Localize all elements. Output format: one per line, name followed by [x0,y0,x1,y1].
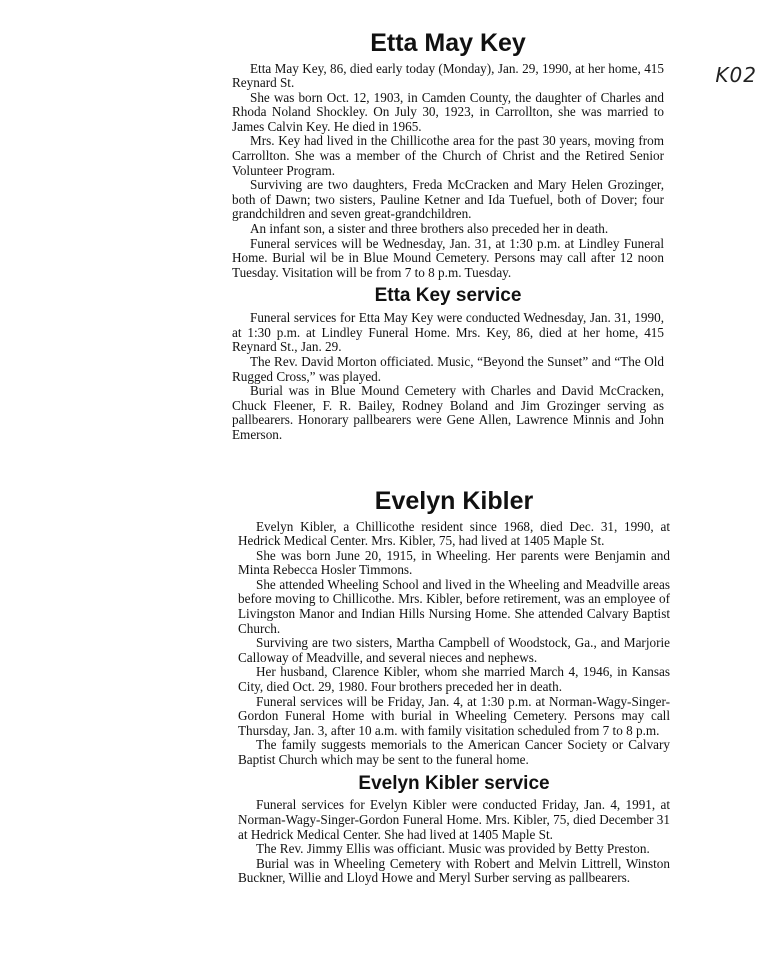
obituary-paragraph: The family suggests memorials to the American Cancer Society or Calvary Baptist Church which may be sent to the funeral home. [238,737,670,767]
obituary-clipping-key [232,30,664,443]
obituary-paragraph: Surviving are two daughters, Freda McCracken and Mary Helen Grozinger, both of Dawn; two sisters, Pauline Ketner and Ida Tuefuel, both of Dover; four grandchildren and seven great-grandchildren. [232,177,664,222]
service-paragraph: Funeral services for Evelyn Kibler were conducted Friday, Jan. 4, 1991, at Norman-Wagy-Singer-Gordon Funeral Home. Mrs. Kibler, 75, died December 31 at Hedrick Medical Center. She had lived at 1405 Maple St. [238,797,670,842]
obituary-paragraph: Mrs. Key had lived in the Chillicothe area for the past 30 years, moving from Carrollton. She was a member of the Church of Christ and the Retired Senior Volunteer Program. [232,133,664,178]
obituary-paragraph: She was born June 20, 1915, in Wheeling. Her parents were Benjamin and Minta Rebecca Hosler Timmons. [238,547,670,578]
service-headline: Evelyn Kibler service [358,772,550,794]
obituary-clipping-kibler [238,488,670,886]
obituary-paragraph: Funeral services will be Friday, Jan. 4, at 1:30 p.m. at Norman-Wagy-Singer-Gordon Funeral Home with burial in Wheeling Cemetery. Persons may call Thursday, Jan. 3, after 10 a.m. with family visitation scheduled from 7 to 8 p.m. [238,693,670,738]
obituary-paragraph: Funeral services will be Wednesday, Jan. 31, at 1:30 p.m. at Lindley Funeral Home. Burial wil be in Blue Mound Cemetery. Persons may call after 12 noon Tuesday. Visitation will be from 7 to 8 p.m. Tuesday. [232,235,664,280]
obituary-paragraph: Evelyn Kibler, a Chillicothe resident since 1968, died Dec. 31, 1990, at Hedrick Medical Center. Mrs. Kibler, 75, had lived at 1405 Maple St. [238,518,670,549]
service-paragraph: The Rev. Jimmy Ellis was officiant. Music was provided by Betty Preston. [256,841,650,857]
obituary-paragraph: An infant son, a sister and three brothers also preceded her in death. [250,221,609,237]
obituary-headline: Etta May Key [370,29,526,57]
service-paragraph: The Rev. David Morton officiated. Music, “Beyond the Sunset” and “The Old Rugged Cross,” was played. [232,354,664,384]
margin-note: K02 [715,63,757,87]
obituary-paragraph: Surviving are two sisters, Martha Campbell of Woodstock, Ga., and Marjorie Calloway of Meadville, and several nieces and nephews. [238,635,670,665]
service-headline: Etta Key service [374,285,522,307]
obituary-paragraph: She attended Wheeling School and lived in the Wheeling and Meadville areas before moving to Chillicothe. Mrs. Kibler, before retirement, was an employee of Livingston Manor and Indian Hills Nursing Home. She attended Calvary Baptist Church. [238,576,670,636]
obituary-headline: Evelyn Kibler [374,487,534,515]
service-paragraph: Funeral services for Etta May Key were conducted Wednesday, Jan. 31, 1990, at 1:30 p.m. at Lindley Funeral Home. Mrs. Key, 86, died at her home, 415 Reynard St., Jan. 29. [232,310,664,355]
obituary-paragraph: She was born Oct. 12, 1903, in Camden County, the daughter of Charles and Rhoda Noland Shockley. On July 30, 1923, in Carrollton, she was married to James Calvin Key. He died in 1965. [232,89,664,134]
obituary-paragraph: Her husband, Clarence Kibler, whom she married March 4, 1946, in Kansas City, died Oct. 29, 1980. Four brothers preceded her in death. [238,664,670,695]
service-paragraph: Burial was in Blue Mound Cemetery with Charles and David McCracken, Chuck Fleener, F. R. Bailey, Rodney Boland and Jim Grozinger serving as pallbearers. Honorary pallbearers were Gene Allen, Lawrence Minnis and John Emerson. [232,383,664,443]
service-paragraph: Burial was in Wheeling Cemetery with Robert and Melvin Littrell, Winston Buckner, Willie and Lloyd Howe and Meryl Surber serving as pallbearers. [238,855,670,886]
obituary-paragraph: Etta May Key, 86, died early today (Monday), Jan. 29, 1990, at her home, 415 Reynard St. [232,60,664,91]
